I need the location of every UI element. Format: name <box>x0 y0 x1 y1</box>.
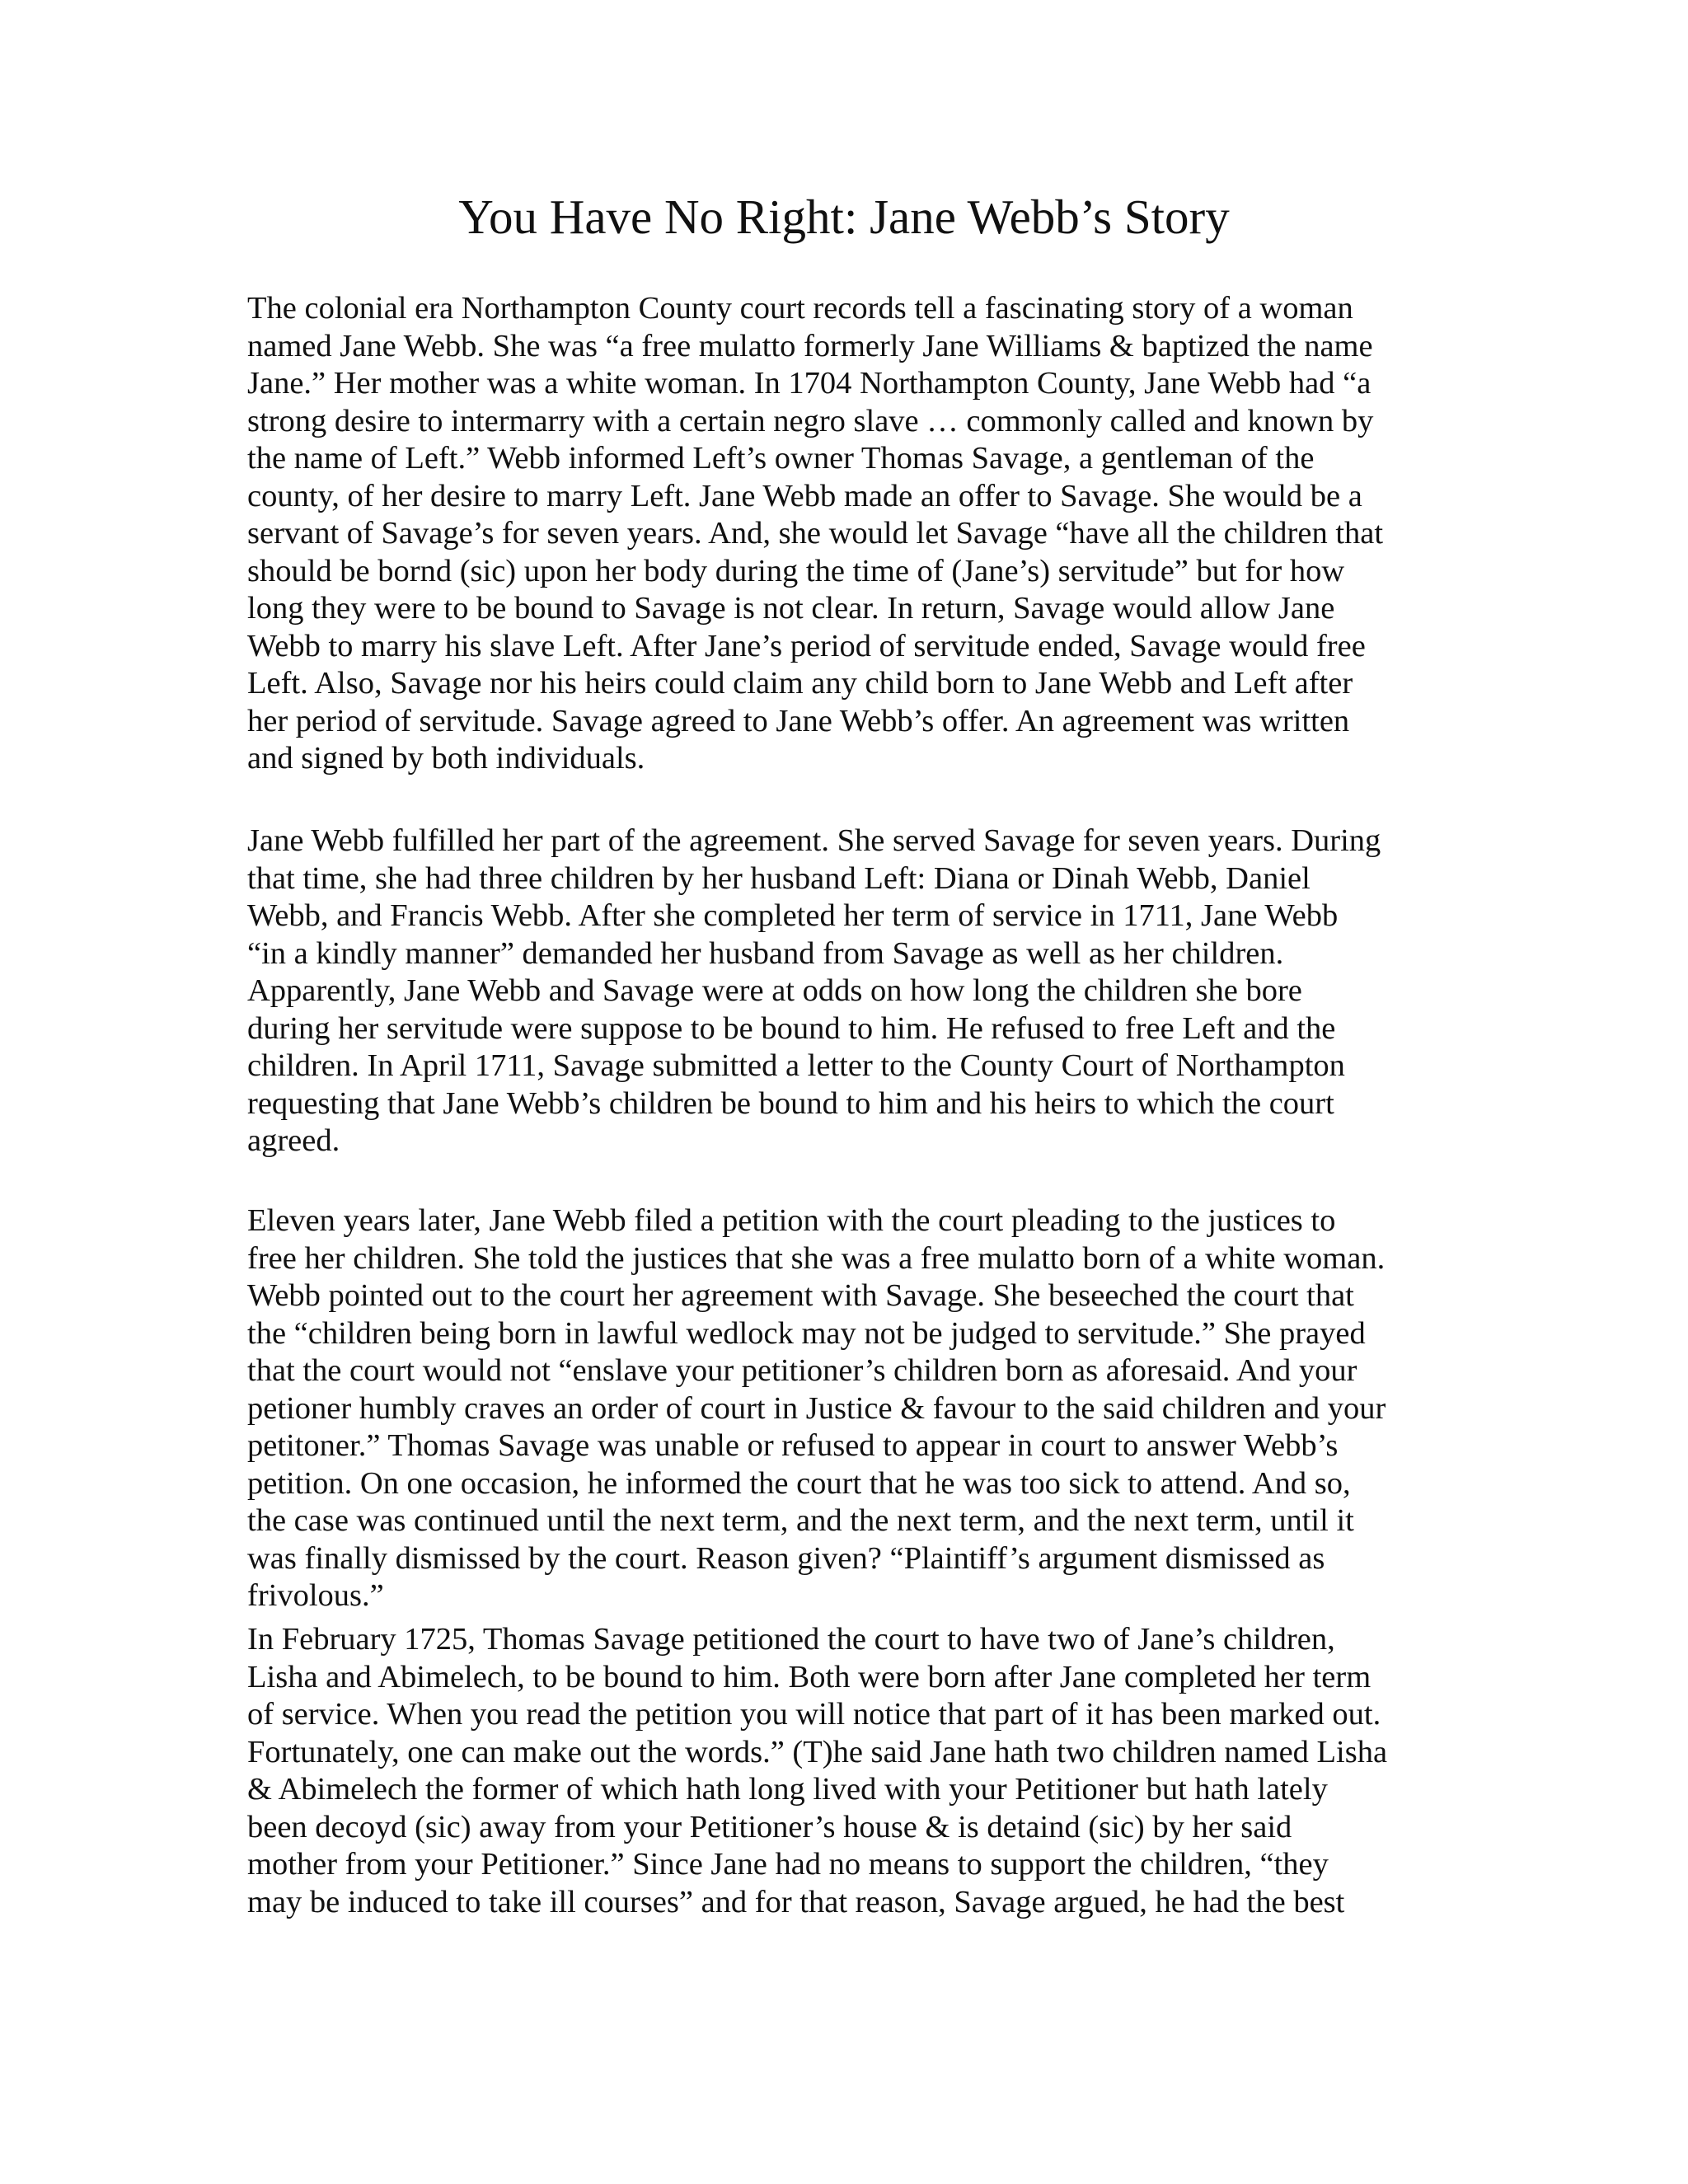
text-line: may be induced to take ill courses” and for that reason, Savage argued, he had the best <box>247 1884 1345 1919</box>
text-line: Apparently, Jane Webb and Savage were at odds on how long the children she bore <box>247 973 1302 1008</box>
text-line: during her servitude were suppose to be bound to him. He refused to free Left and the <box>247 1010 1336 1046</box>
text-line: was finally dismissed by the court. Reason given? “Plaintiff’s argument dismissed as <box>247 1540 1325 1576</box>
text-line: The colonial era Northampton County court records tell a fascinating story of a woman <box>247 291 1353 326</box>
text-line: agreed. <box>247 1123 340 1158</box>
text-line: the “children being born in lawful wedlock may not be judged to servitude.” She prayed <box>247 1315 1366 1351</box>
text-line: servant of Savage’s for seven years. And, she would let Savage “have all the children that <box>247 516 1384 551</box>
text-line: her period of servitude. Savage agreed to Jane Webb’s offer. An agreement was written <box>247 703 1350 738</box>
text-line: mother from your Petitioner.” Since Jane had no means to support the children, “they <box>247 1847 1329 1882</box>
text-line: Lisha and Abimelech, to be bound to him. Both were born after Jane completed her term <box>247 1659 1372 1694</box>
text-line: In February 1725, Thomas Savage petitioned the court to have two of Jane’s children, <box>247 1622 1335 1657</box>
text-line: & Abimelech the former of which hath long lived with your Petitioner but hath lately <box>247 1772 1328 1807</box>
text-line: the name of Left.” Webb informed Left’s owner Thomas Savage, a gentleman of the <box>247 441 1315 476</box>
text-line: the case was continued until the next term, and the next term, and the next term, until it <box>247 1503 1354 1538</box>
text-line: county, of her desire to marry Left. Jane Webb made an offer to Savage. She would be a <box>247 478 1362 513</box>
text-line: been decoyd (sic) away from your Petitioner’s house & is detaind (sic) by her said <box>247 1809 1292 1844</box>
text-line: requesting that Jane Webb’s children be bound to him and his heirs to which the court <box>247 1085 1334 1121</box>
text-line: children. In April 1711, Savage submitted a letter to the County Court of Northampton <box>247 1048 1345 1083</box>
paragraph-2 <box>247 823 1451 1160</box>
text-line: Webb pointed out to the court her agreement with Savage. She beseeched the court that <box>247 1278 1354 1313</box>
document-title: You Have No Right: Jane Webb’s Story <box>458 190 1230 244</box>
text-line: strong desire to intermarry with a certain negro slave … commonly called and known by <box>247 403 1374 438</box>
text-line: Webb, and Francis Webb. After she completed her term of service in 1711, Jane Webb <box>247 898 1339 933</box>
paragraph-3 <box>247 1202 1451 1615</box>
text-line: petioner humbly craves an order of court in Justice & favour to the said children and your <box>247 1390 1386 1426</box>
text-line: Eleven years later, Jane Webb filed a petition with the court pleading to the justices to <box>247 1203 1336 1238</box>
text-line: should be bornd (sic) upon her body during the time of (Jane’s) servitude” but for how <box>247 553 1345 588</box>
text-line: Jane Webb fulfilled her part of the agreement. She served Savage for seven years. During <box>247 823 1381 858</box>
text-line: long they were to be bound to Savage is not clear. In return, Savage would allow Jane <box>247 591 1335 626</box>
text-line: Left. Also, Savage nor his heirs could claim any child born to Jane Webb and Left after <box>247 666 1353 701</box>
text-line: and signed by both individuals. <box>247 741 645 776</box>
text-line: free her children. She told the justices that she was a free mulatto born of a white woman. <box>247 1240 1386 1276</box>
text-line: frivolous.” <box>247 1578 384 1613</box>
paragraph-4 <box>247 1621 1451 1921</box>
text-line: Fortunately, one can make out the words.” (T)he said Jane hath two children named Lisha <box>247 1734 1388 1769</box>
text-line: “in a kindly manner” demanded her husband from Savage as well as her children. <box>247 935 1284 971</box>
text-line: that the court would not “enslave your petitioner’s children born as aforesaid. And your <box>247 1353 1357 1388</box>
text-line: petition. On one occasion, he informed the court that he was too sick to attend. And so, <box>247 1465 1351 1501</box>
paragraph-1 <box>247 290 1451 778</box>
text-line: Jane.” Her mother was a white woman. In 1704 Northampton County, Jane Webb had “a <box>247 366 1372 401</box>
text-line: Webb to marry his slave Left. After Jane’s period of servitude ended, Savage would free <box>247 628 1366 663</box>
text-line: that time, she had three children by her husband Left: Diana or Dinah Webb, Daniel <box>247 860 1311 896</box>
text-line: petitoner.” Thomas Savage was unable or refused to appear in court to answer Webb’s <box>247 1428 1339 1463</box>
text-line: of service. When you read the petition you will notice that part of it has been marked out. <box>247 1697 1381 1732</box>
text-line: named Jane Webb. She was “a free mulatto formerly Jane Williams & baptized the name <box>247 328 1373 363</box>
